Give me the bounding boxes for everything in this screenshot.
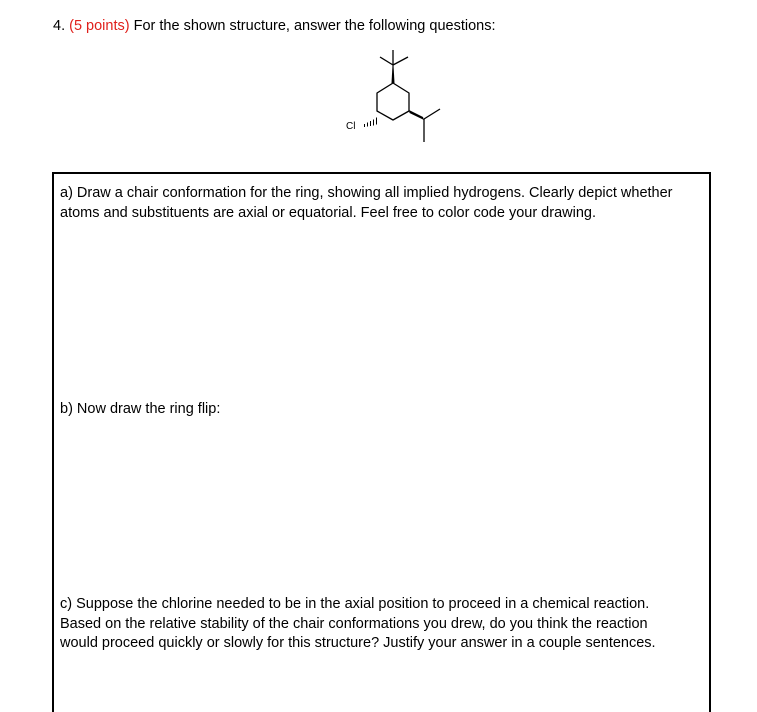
question-number: 4. [53,18,66,34]
chlorine-label: Cl [346,121,356,132]
answer-box [52,172,711,712]
cyclohexane-structure [340,45,450,145]
isopropyl-wedge-bond [409,110,424,120]
tert-butyl-wedge-bond [392,65,395,83]
question-prompt: For the shown structure, answer the following questions: [133,18,496,34]
question-header [53,17,496,35]
part-c-question [60,595,699,654]
part-b-line: b) Now draw the ring flip: [60,401,221,417]
part-a-line: atoms and substituents are axial or equatorial. Feel free to color code your drawing. [60,204,596,221]
cyclohexane-ring [377,83,409,120]
part-a-question [60,184,699,223]
tert-butyl-branch [393,57,408,65]
part-c-line: would proceed quickly or slowly for this structure? Justify your answer in a couple sentences. [60,635,656,651]
chlorine-hashed-bond [365,118,377,128]
tert-butyl-branch [380,57,393,65]
part-a-line: a) Draw a chair conformation for the ring, showing all implied hydrogens. Clearly depict whether [60,185,673,201]
part-c-line: c) Suppose the chlorine needed to be in the axial position to proceed in a chemical reaction. [60,596,650,612]
isopropyl-branch [424,109,440,119]
question-points: (5 points) [69,18,130,34]
part-c-line: Based on the relative stability of the chair conformations you drew, do you think the reaction [60,615,648,632]
part-b-question [60,400,699,420]
